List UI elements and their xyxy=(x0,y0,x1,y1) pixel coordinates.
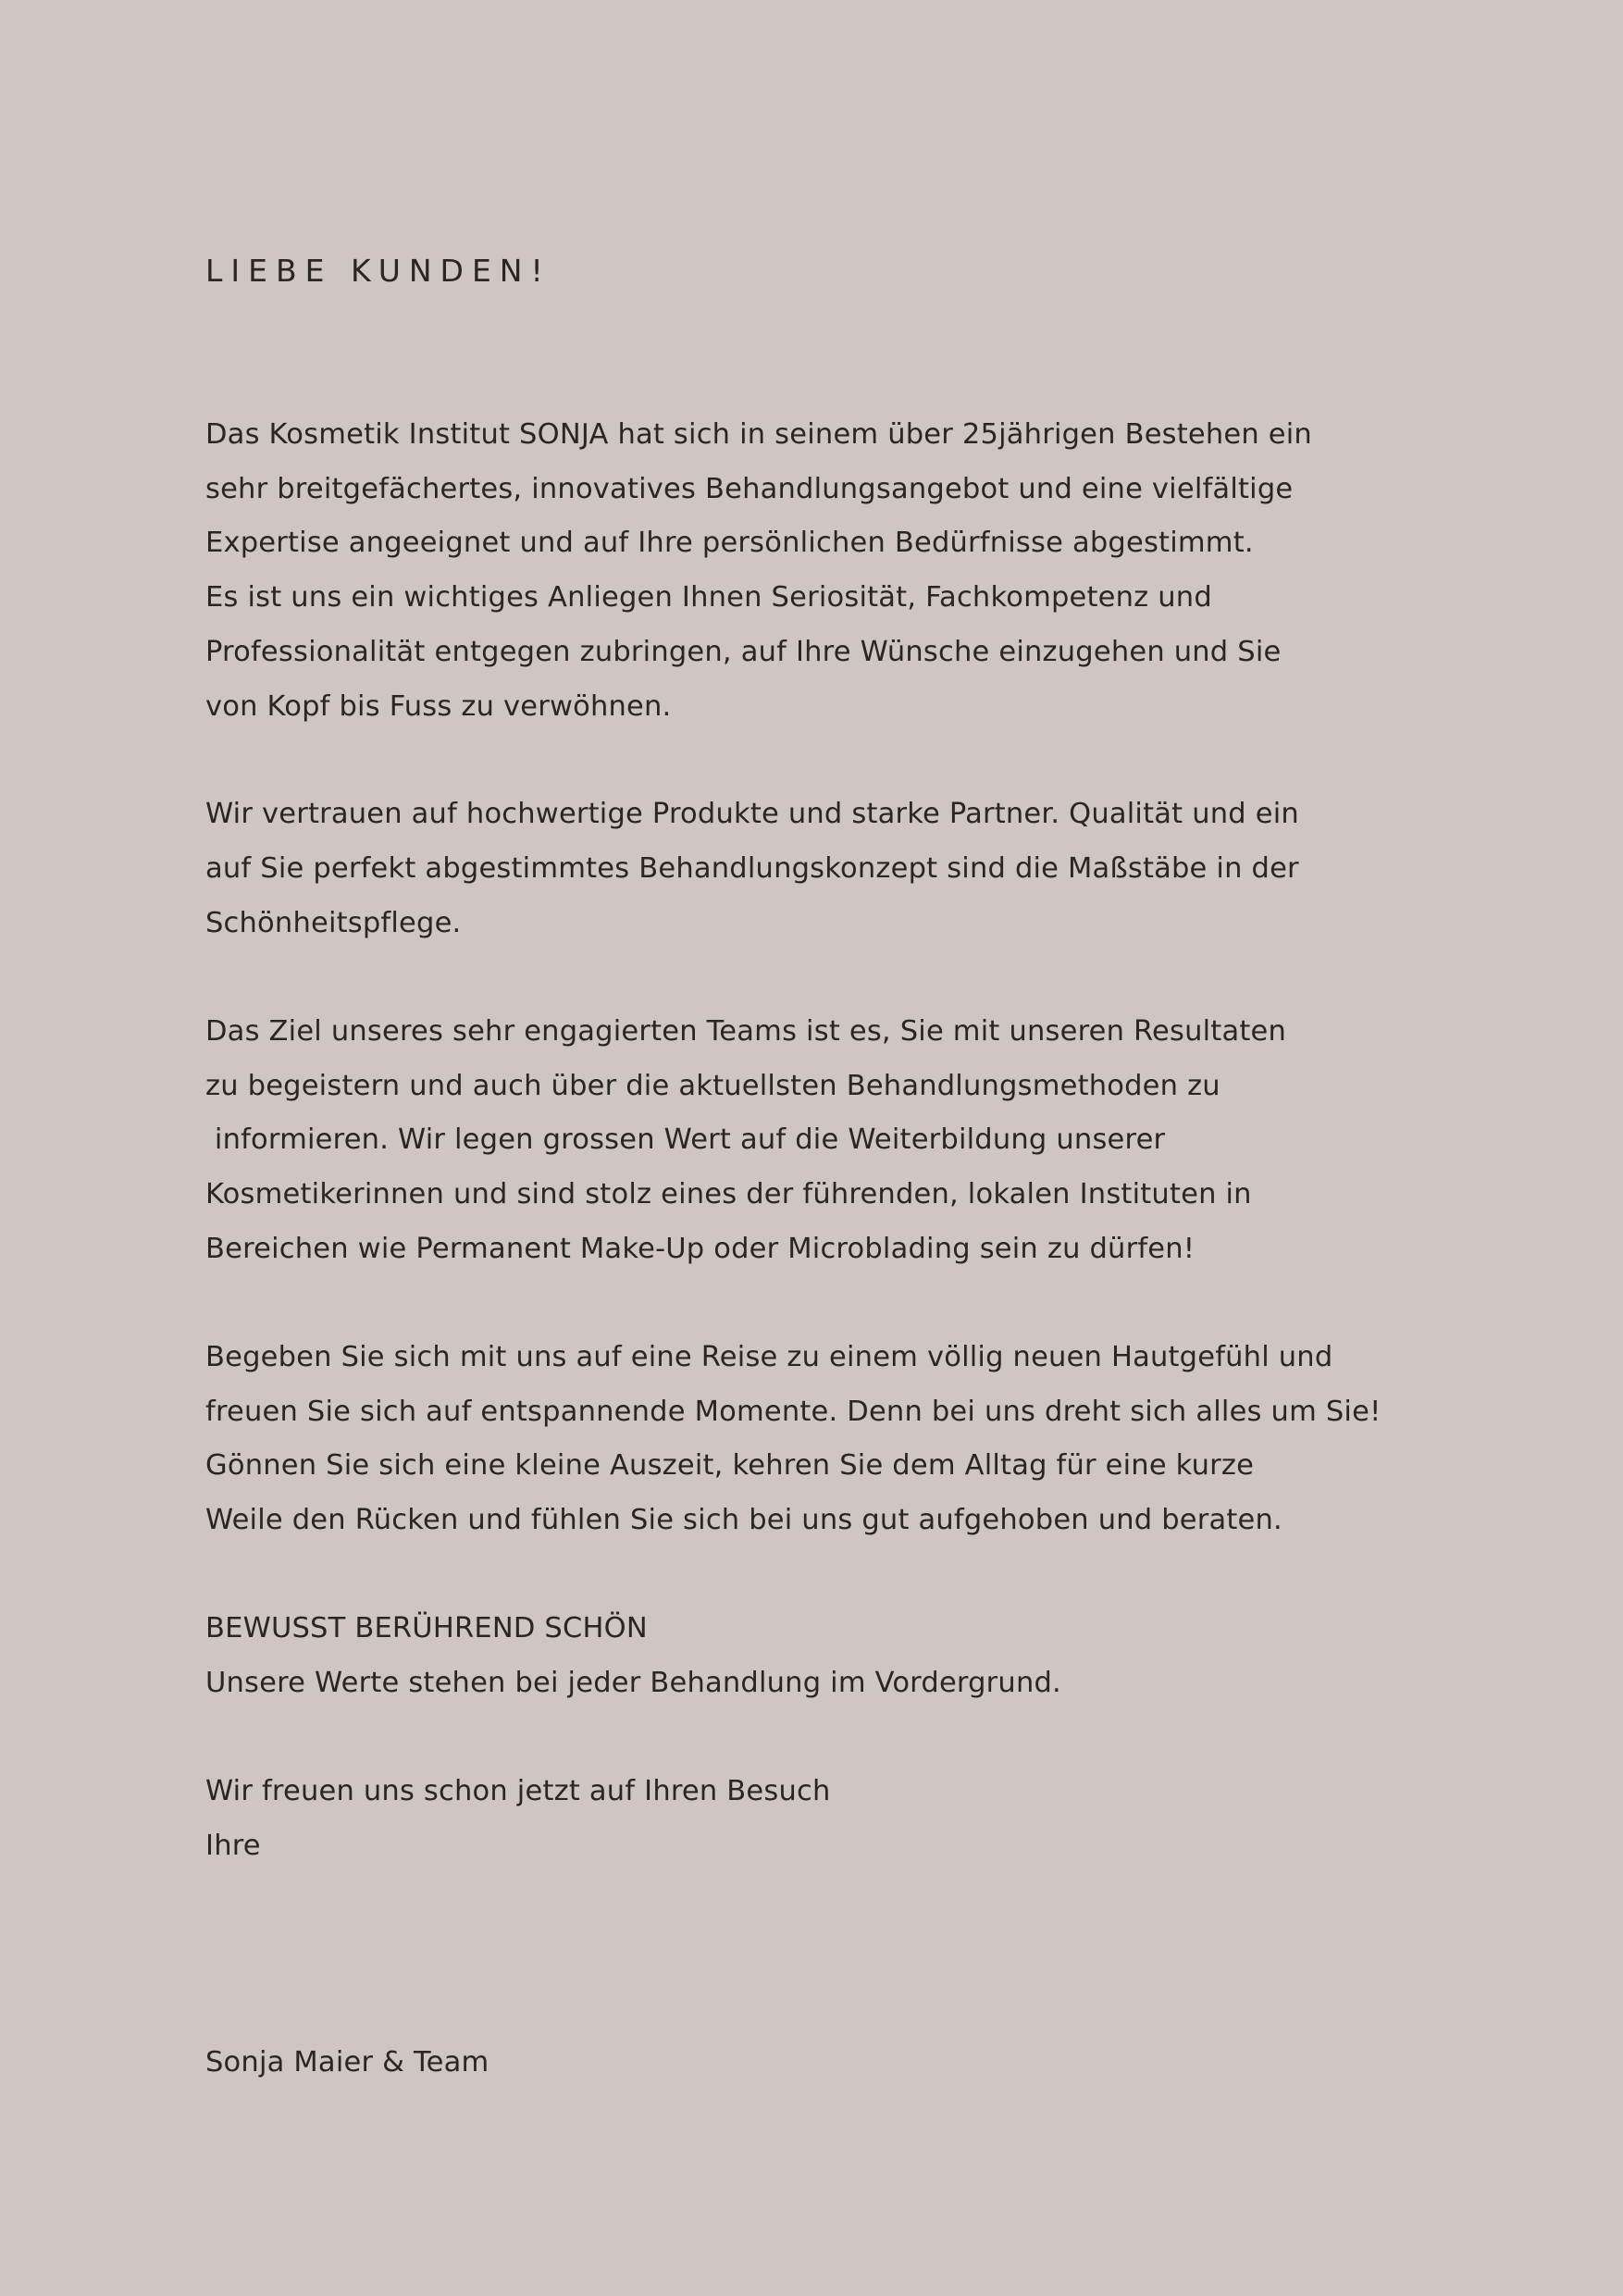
slogan: BEWUSST BERÜHREND SCHÖN xyxy=(205,1612,648,1644)
text-line: Expertise angeeignet und auf Ihre persönlichen Bedürfnisse abgestimmt. xyxy=(205,527,1254,559)
text-line: Professionalität entgegen zubringen, auf Ihre Wünsche einzugehen und Sie xyxy=(205,636,1282,668)
text-line: Weile den Rücken und fühlen Sie sich bei uns gut aufgehoben und beraten. xyxy=(205,1504,1282,1536)
text-line: sehr breitgefächertes, innovatives Behandlungsangebot und eine vielfältige xyxy=(205,473,1294,505)
letter-heading: LIEBE KUNDEN! xyxy=(205,253,551,289)
text-line: zu begeistern und auch über die aktuellsten Behandlungsmethoden zu xyxy=(205,1070,1220,1102)
text-line: Es ist uns ein wichtiges Anliegen Ihnen Seriosität, Fachkompetenz und xyxy=(205,581,1212,614)
text-line: Gönnen Sie sich eine kleine Auszeit, kehren Sie dem Alltag für eine kurze xyxy=(205,1449,1255,1482)
text-line: Begeben Sie sich mit uns auf eine Reise zu einem völlig neuen Hautgefühl und xyxy=(205,1341,1333,1373)
signature: Sonja Maier & Team xyxy=(205,2046,489,2079)
text-line: Kosmetikerinnen und sind stolz eines der führenden, lokalen Instituten in xyxy=(205,1178,1252,1210)
text-line: Das Ziel unseres sehr engagierten Teams ist es, Sie mit unseren Resultaten xyxy=(205,1015,1287,1048)
text-line: Schönheitspflege. xyxy=(205,907,462,939)
text-line: auf Sie perfekt abgestimmtes Behandlungskonzept sind die Maßstäbe in der xyxy=(205,852,1299,885)
text-line: informieren. Wir legen grossen Wert auf die Weiterbildung unserer xyxy=(205,1123,1166,1156)
text-line: Unsere Werte stehen bei jeder Behandlung im Vordergrund. xyxy=(205,1667,1061,1699)
text-line: Ihre xyxy=(205,1830,261,1862)
text-line: Das Kosmetik Institut SONJA hat sich in seinem über 25jährigen Bestehen ein xyxy=(205,418,1312,451)
text-line: Bereichen wie Permanent Make-Up oder Microblading sein zu dürfen! xyxy=(205,1233,1196,1265)
text-line: Wir freuen uns schon jetzt auf Ihren Besuch xyxy=(205,1775,831,1807)
text-line: Wir vertrauen auf hochwertige Produkte und starke Partner. Qualität und ein xyxy=(205,798,1299,830)
text-line: von Kopf bis Fuss zu verwöhnen. xyxy=(205,690,672,723)
text-line: freuen Sie sich auf entspannende Momente. Denn bei uns dreht sich alles um Sie! xyxy=(205,1396,1381,1428)
letter-page xyxy=(205,0,1538,2296)
